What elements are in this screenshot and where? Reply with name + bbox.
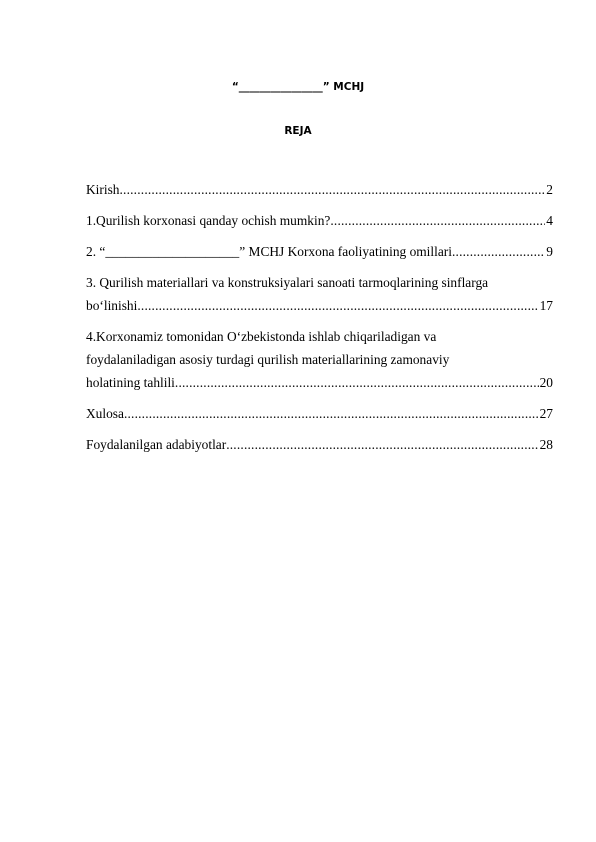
toc-entry-title: bo‘linishi — [86, 298, 138, 313]
toc-entry-4 — [86, 325, 553, 394]
dot-leader — [175, 371, 539, 394]
dot-leader — [452, 240, 545, 263]
table-of-contents — [86, 178, 553, 464]
toc-page-number: 27 — [539, 406, 553, 421]
toc-page-number: 9 — [546, 244, 553, 259]
toc-page-number: 20 — [539, 375, 553, 390]
toc-entry-conclusion — [86, 402, 553, 425]
toc-entry-title: Kirish — [86, 182, 120, 197]
toc-entry-title: holatining tahlili — [86, 375, 175, 390]
toc-page-number: 28 — [539, 437, 553, 452]
toc-page-number: 2 — [546, 182, 553, 197]
dot-leader — [330, 209, 545, 232]
toc-page-number: 17 — [539, 298, 553, 313]
toc-entry-1 — [86, 209, 553, 232]
toc-entry-references — [86, 433, 553, 456]
toc-entry-title: Xulosa — [86, 406, 124, 421]
company-name: “________________” MCHJ — [231, 81, 365, 93]
dot-leader — [137, 294, 538, 317]
toc-entry-title: 1.Qurilish korxonasi qanday ochish mumkin? — [86, 213, 331, 228]
toc-entry-title-line: 3. Qurilish materiallari va konstruksiyalari sanoati tarmoqlarining sinflarga — [86, 275, 489, 290]
dot-leader — [226, 433, 538, 456]
toc-entry-3 — [86, 271, 553, 317]
page-title: REJA — [284, 125, 312, 137]
toc-entry-title: 2. “____________________” MCHJ Korxona faoliyatining omillari — [86, 244, 452, 259]
toc-entry-title-line: 4.Korxonamiz tomonidan O‘zbekistonda ishlab chiqariladigan va — [86, 329, 437, 344]
dot-leader — [119, 178, 545, 201]
toc-entry-title: Foydalanilgan adabiyotlar — [86, 437, 227, 452]
dot-leader — [124, 402, 539, 425]
toc-entry-2 — [86, 240, 553, 263]
toc-entry-title-line: foydalaniladigan asosiy turdagi qurilish materiallarining zamonaviy — [86, 352, 450, 367]
toc-page-number: 4 — [546, 213, 553, 228]
toc-entry-intro — [86, 178, 553, 201]
